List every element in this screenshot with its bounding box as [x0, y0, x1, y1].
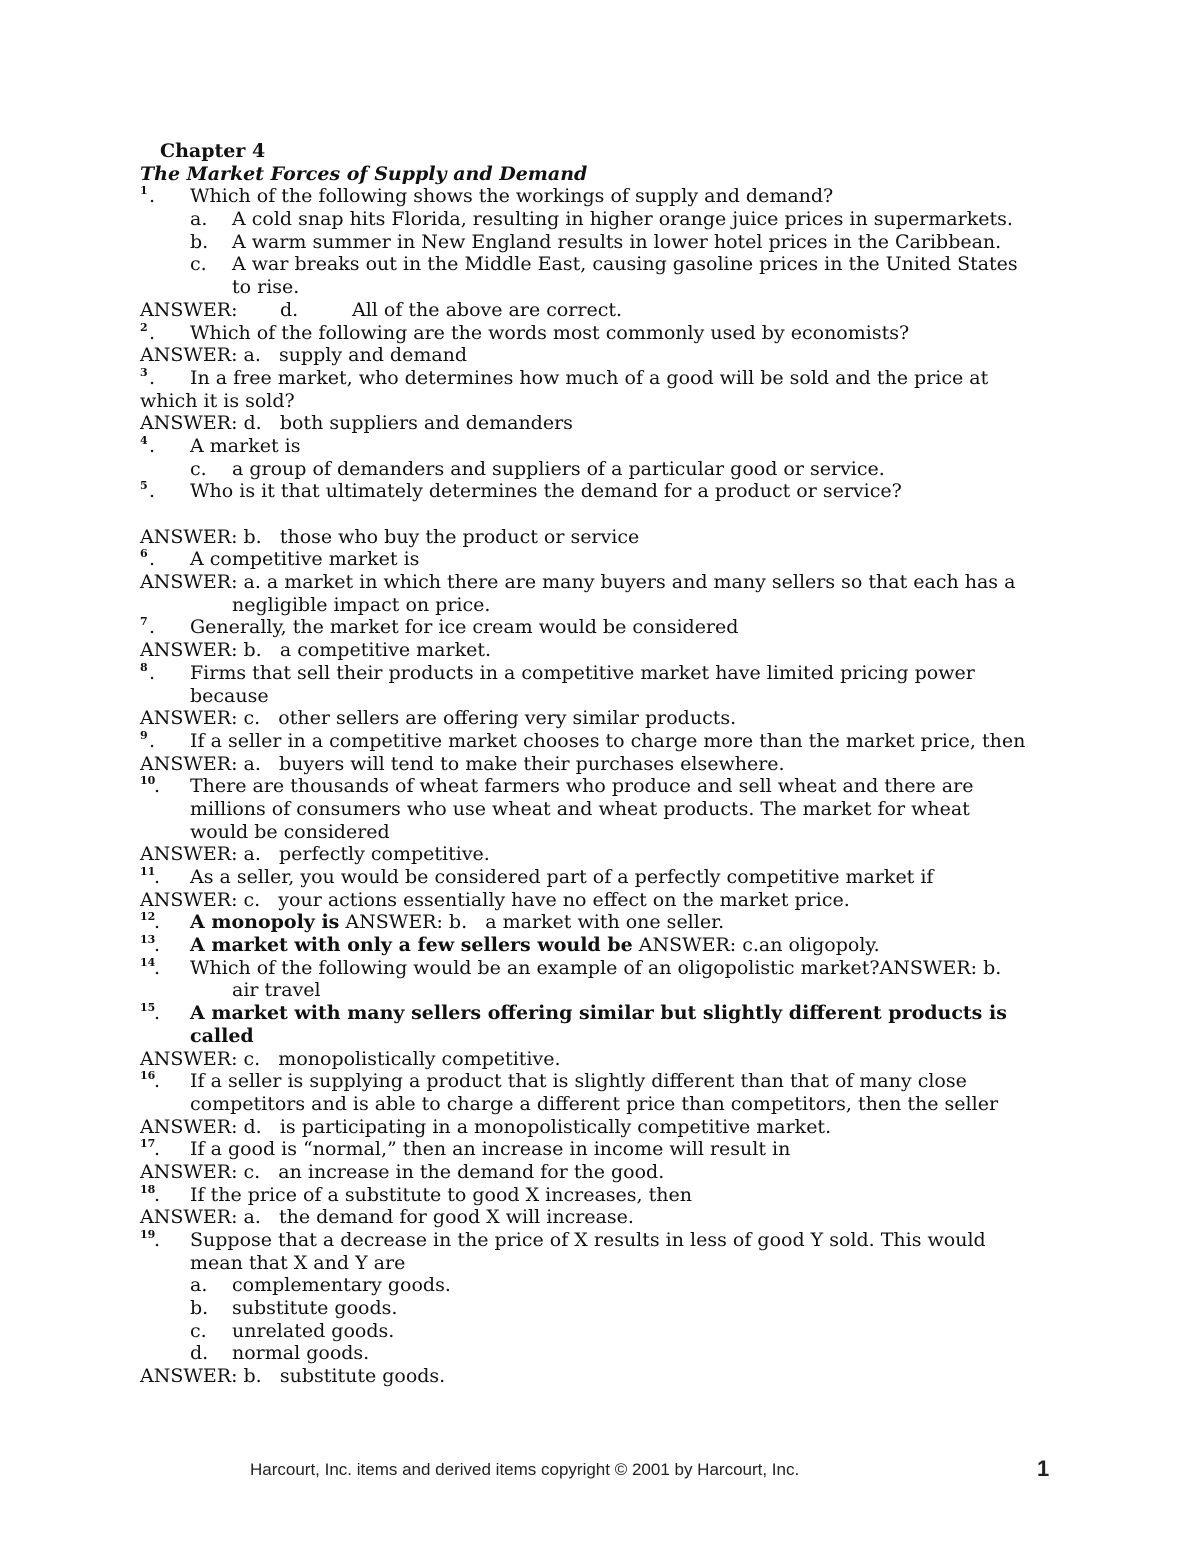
option-c: c. unrelated goods.	[190, 1319, 395, 1342]
chapter-subtitle: The Market Forces of Supply and Demand	[140, 162, 588, 185]
option-c: c. a group of demanders and suppliers of a particular good or service.	[190, 457, 885, 480]
question-16: 16 . If a seller is supplying a product that is slightly different than that of many close	[140, 1069, 967, 1093]
page-number: 1	[1037, 1456, 1050, 1481]
answer-17: ANSWER: c. an increase in the demand for the good.	[140, 1160, 665, 1183]
question-15-continued: called	[190, 1024, 254, 1047]
question-8-continued: because	[190, 684, 269, 707]
question-11: 11 . As a seller, you would be considered part of a perfectly competitive market if	[140, 865, 934, 888]
question-9: 9 . If a seller in a competitive market chooses to charge more than the market price, then	[140, 728, 1026, 752]
question-18: 18 . If the price of a substitute to good X increases, then	[140, 1182, 692, 1206]
answer-19: ANSWER: b. substitute goods.	[140, 1365, 446, 1388]
option-b: b. substitute goods.	[190, 1297, 398, 1320]
question-19-continued: mean that X and Y are	[190, 1251, 406, 1274]
question-text: Which of the following shows the workings of supply and demand?	[190, 185, 834, 208]
answer-7: ANSWER: b. a competitive market.	[140, 639, 491, 662]
page-footer	[0, 1456, 1200, 1484]
question-19: 19 . Suppose that a decrease in the price of X results in less of good Y sold. This would	[140, 1228, 986, 1251]
copyright-notice: Harcourt, Inc. items and derived items copyright © 2001 by Harcourt, Inc.	[250, 1460, 800, 1479]
answer-10: ANSWER: a. perfectly competitive.	[140, 843, 490, 866]
answer-14-continued: air travel	[232, 979, 321, 1002]
question-15: 15 . A market with many sellers offering similar but slightly different products is	[140, 1001, 1007, 1025]
answer-18: ANSWER: a. the demand for good X will increase.	[140, 1206, 634, 1229]
question-16-continued: competitors and is able to charge a different price than competitors, then the seller	[190, 1092, 999, 1115]
answer-5: ANSWER: b. those who buy the product or service	[140, 525, 640, 548]
question-10-continued-2: would be considered	[190, 820, 390, 843]
answer-8: ANSWER: c. other sellers are offering very similar products.	[140, 707, 737, 730]
question-10-continued: millions of consumers who use wheat and wheat products. The market for wheat	[190, 797, 970, 820]
question-5: 5 . Who is it that ultimately determines the demand for a product or service?	[140, 479, 902, 503]
question-10: 10 . There are thousands of wheat farmers who produce and sell wheat and there are	[140, 774, 974, 798]
blank-line	[140, 503, 1060, 526]
document-body	[140, 140, 1060, 1388]
question-7: 7 . Generally, the market for ice cream would be considered	[140, 615, 739, 639]
answer-2: ANSWER: a. supply and demand	[140, 344, 468, 367]
question-2: 2 . Which of the following are the words most commonly used by economists?	[140, 320, 910, 344]
option-b: b. A warm summer in New England results in lower hotel prices in the Caribbean.	[190, 230, 1002, 253]
option-a: a. complementary goods.	[190, 1274, 451, 1297]
answer-15: ANSWER: c. monopolistically competitive.	[140, 1047, 561, 1070]
question-1: 1 . Which of the following shows the workings of supply and demand?	[140, 185, 1060, 208]
question-6: 6 . A competitive market is	[140, 547, 420, 571]
option-d: d. normal goods.	[190, 1342, 370, 1365]
question-number: 1	[140, 184, 148, 198]
answer-11: ANSWER: c. your actions essentially have no effect on the market price.	[140, 888, 850, 911]
option-a: a. A cold snap hits Florida, resulting in higher orange juice prices in supermarkets.	[190, 208, 1013, 231]
question-8: 8 . Firms that sell their products in a competitive market have limited pricing power	[140, 660, 975, 684]
question-4: 4 . A market is	[140, 433, 301, 457]
question-12: 12 . A monopoly is ANSWER: b. a market with one seller.	[140, 910, 725, 934]
answer-3: ANSWER: d. both suppliers and demanders	[140, 412, 573, 435]
question-3: 3 . In a free market, who determines how much of a good will be sold and the price at	[140, 365, 989, 389]
answer-16: ANSWER: d. is participating in a monopolistically competitive market.	[140, 1115, 832, 1138]
answer-9: ANSWER: a. buyers will tend to make their purchases elsewhere.	[140, 752, 785, 775]
option-c-continued: to rise.	[232, 276, 300, 299]
question-17: 17 . If a good is “normal,” then an increase in income will result in	[140, 1137, 791, 1161]
answer-6: ANSWER: a. a market in which there are many buyers and many sellers so that each has a	[140, 571, 1016, 594]
question-13: 13 . A market with only a few sellers would be ANSWER: c.an oligopoly.	[140, 933, 880, 957]
answer-6-continued: negligible impact on price.	[232, 593, 491, 616]
question-3-continued: which it is sold?	[140, 389, 295, 412]
option-c: c. A war breaks out in the Middle East, causing gasoline prices in the United States	[190, 253, 1018, 276]
question-14: 14 . Which of the following would be an example of an oligopolistic market?ANSWER: b.	[140, 955, 1002, 979]
chapter-heading: Chapter 4	[160, 140, 266, 162]
answer-1: ANSWER: d. All of the above are correct.	[140, 298, 623, 321]
